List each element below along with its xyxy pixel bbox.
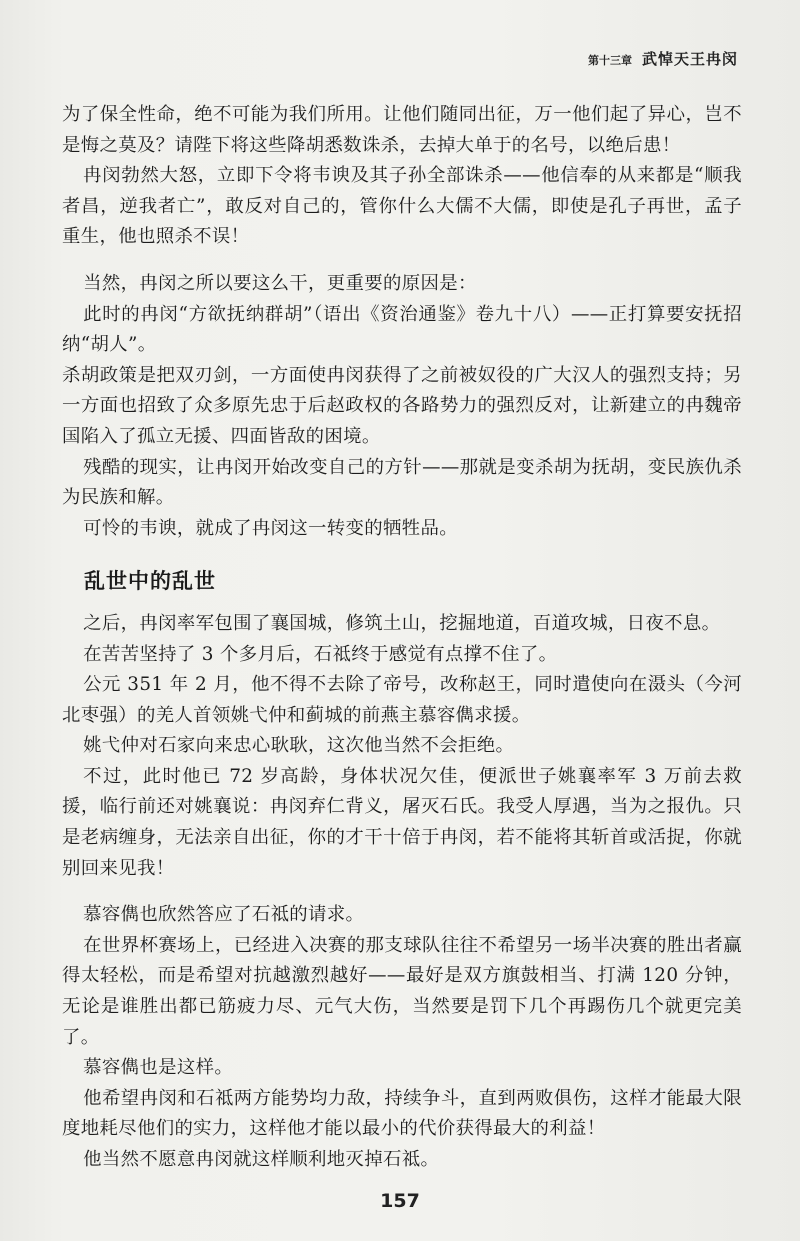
- page-number: 157: [380, 1190, 420, 1212]
- running-header: [588, 48, 738, 69]
- paragraph: 慕容儁也欣然答应了石祗的请求。: [83, 904, 365, 926]
- paragraph: 杀胡政策是把双刃剑，一方面使冉闵获得了之前被奴役的广大汉人的强烈支持；另一方面也招致了众多原先忠于后赵政权的各路势力的强烈反对，让新建立的冉魏帝国陷入了孤立无援、四面皆敌的困境。: [62, 364, 742, 447]
- paragraph: 公元 351 年 2 月，他不得不去除了帝号，改称赵王，同时遣使向在滠头（今河北枣强）的羌人首领姚弋仲和蓟城的前燕主慕容儁求援。: [62, 674, 742, 726]
- page-body: [62, 100, 742, 1176]
- paragraph: 之后，冉闵率军包围了襄国城，修筑土山，挖掘地道，百道攻城，日夜不息。: [83, 612, 721, 634]
- paragraph: 他当然不愿意冉闵就这样顺利地灭掉石祗。: [83, 1149, 440, 1170]
- paragraph: 不过，此时他已 72 岁高龄，身体状况欠佳，便派世子姚襄率军 3 万前去救援，临行前还对姚襄说：冉闵弃仁背义，屠灭石氏。我受人厚遇，当为之报仇。只是老病缠身，无法亲自出征，你的才干十倍于冉闵，若不能将其斩首或活捉，你就别回来见我！: [62, 765, 742, 879]
- paragraph: 为了保全性命，绝不可能为我们所用。让他们随同出征，万一他们起了异心，岂不是悔之莫及？请陛下将这些降胡悉数诛杀，去掉大单于的名号，以绝后患！: [62, 104, 742, 156]
- paragraph: 在苦苦坚持了 3 个多月后，石祗终于感觉有点撑不住了。: [83, 643, 558, 665]
- chapter-title: 武悼天王冉闵: [641, 50, 738, 68]
- paragraph: 慕容儁也是这样。: [83, 1057, 234, 1079]
- paragraph: 此时的冉闵“方欲抚纳群胡”（语出《资治通鉴》卷九十八）——正打算要安抚招纳“胡人”。: [62, 303, 742, 356]
- section-heading: 乱世中的乱世: [84, 569, 216, 594]
- paragraph: 当然，冉闵之所以要这么干，更重要的原因是：: [83, 272, 477, 294]
- paragraph: 他希望冉闵和石祗两方能势均力敌，持续争斗，直到两败俱伤，这样才能最大限度地耗尽他们的实力，这样他才能以最小的代价获得最大的利益！: [62, 1087, 742, 1140]
- paragraph: 可怜的韦谀，就成了冉闵这一转变的牺牲品。: [83, 517, 458, 539]
- chapter-label: 第十三章: [587, 54, 632, 67]
- paragraph: 残酷的现实，让冉闵开始改变自己的方针——那就是变杀胡为抚胡，变民族仇杀为民族和解。: [62, 456, 742, 509]
- paragraph: 在世界杯赛场上，已经进入决赛的那支球队往往不希望另一场半决赛的胜出者赢得太轻松，而是希望对抗越激烈越好——最好是双方旗鼓相当、打满 120 分钟，无论是谁胜出都已筋疲力尽、元气大伤，当然要是罚下几个再踢伤几个就更完美了。: [62, 934, 742, 1048]
- paragraph: 冉闵勃然大怒，立即下令将韦谀及其子孙全部诛杀——他信奉的从来都是“顺我者昌，逆我者亡”，敢反对自己的，管你什么大儒不大儒，即使是孔子再世，孟子重生，他也照杀不误！: [62, 165, 742, 248]
- paragraph: 姚弋仲对石家向来忠心耿耿，这次他当然不会拒绝。: [83, 735, 515, 757]
